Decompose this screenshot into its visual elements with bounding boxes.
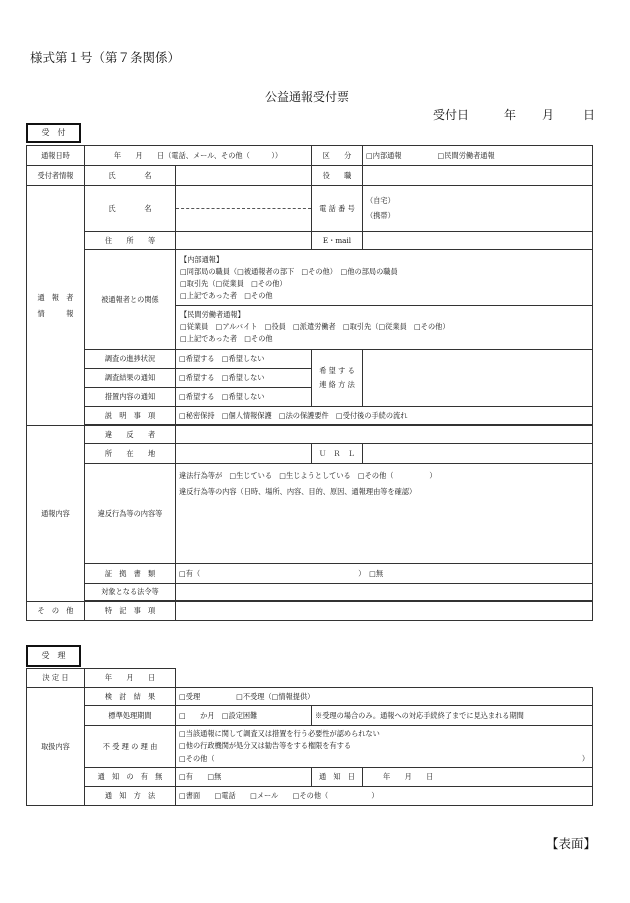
- label-contact-method: [312, 350, 363, 407]
- section-tag-juri-label: 受 理: [41, 651, 66, 660]
- reject-line1: □当該通報に関して調査又は措置を行う必要性が認められない: [179, 729, 380, 739]
- section-tag-juri: [26, 645, 81, 667]
- kubun-opt-private: 民間労働者通報: [444, 150, 495, 160]
- notice-method-options[interactable]: □書面 □電話 □メール □その他（ ）: [176, 787, 593, 806]
- page-title: 公益通報受付票: [265, 90, 350, 104]
- private-line2: □上記であった者 □その他: [180, 333, 273, 343]
- label-evidence: 証 拠 書 類: [85, 564, 176, 584]
- label-notify-datetime: 通報日時: [27, 146, 85, 166]
- contact-method-line1: 希 望 す る: [319, 365, 355, 375]
- acceptance-table: [26, 668, 593, 806]
- measure-options[interactable]: □希望する □希望しない: [176, 388, 312, 407]
- label-violation-content: 違反行為等の内容等: [85, 464, 176, 564]
- reception-table: [26, 145, 593, 621]
- label-result: 調査結果の通知: [85, 369, 176, 388]
- label-relation: 被通報者との関係: [85, 250, 176, 350]
- contact-method-line2: 連 絡 方 法: [319, 380, 355, 389]
- label-receiver-info: 受付者情報: [27, 166, 85, 186]
- receipt-day: 日: [583, 108, 596, 122]
- label-handling: 取扱内容: [27, 688, 85, 806]
- label-decision-date: 決 定 日: [27, 669, 85, 688]
- face-label: 【表面】: [546, 836, 597, 851]
- private-line1: □従業員 □アルバイト □役員 □派遣労働者 □取引先（□従業員 □その他）: [180, 321, 450, 331]
- violator-field[interactable]: [176, 426, 593, 444]
- section-tag-uketsuke: [26, 123, 81, 143]
- review-options[interactable]: □受理 □不受理（□情報提供）: [176, 688, 593, 706]
- explain-options[interactable]: □秘密保持 □個人情報保護 □法の保護要件 □受付後の手続の流れ: [176, 407, 593, 425]
- label-law: 対象となる法令等: [85, 584, 176, 601]
- label-location: 所 在 地: [85, 444, 176, 464]
- label-standard: 標準処理期間: [85, 706, 176, 726]
- standard-options[interactable]: □ か月 □設定困難: [176, 706, 312, 726]
- location-field[interactable]: [176, 444, 312, 464]
- label-reporter-name: 氏 名: [85, 186, 176, 232]
- label-progress: 調査の進捗状況: [85, 350, 176, 369]
- label-violator: 違 反 者: [85, 426, 176, 444]
- reject-line3: □その他（: [179, 753, 215, 763]
- label-phone: 電 話 番 号: [312, 186, 363, 232]
- phone-field[interactable]: [363, 186, 593, 232]
- violation-line1: 違法行為等が □生じている □生じようとしている □その他（ ）: [179, 471, 437, 480]
- label-notice-date: 通 知 日: [312, 768, 363, 787]
- kubun-options: [363, 146, 593, 166]
- reporter-info-line1: 通 報 者: [37, 292, 74, 302]
- label-notice-yn: 通 知 の 有 無: [85, 768, 176, 787]
- label-address: 住 所 等: [85, 232, 176, 250]
- reject-line2: □他の行政機関が処分又は勧告等をする権限を有する: [179, 741, 352, 751]
- label-kubun: 区 分: [312, 146, 363, 166]
- decision-blank: [176, 669, 593, 688]
- label-reject: 不 受 理 の 理 由: [85, 726, 176, 768]
- phone-mobile: （携帯）: [366, 210, 395, 220]
- relation-options: [176, 250, 593, 350]
- kubun-opt-internal: 内部通報: [372, 150, 402, 160]
- violation-content-field[interactable]: [176, 464, 593, 564]
- law-field[interactable]: [176, 584, 593, 601]
- progress-options[interactable]: □希望する □希望しない: [176, 350, 312, 369]
- label-content: 通報内容: [27, 426, 85, 602]
- reject-line3-end: ）: [581, 753, 590, 763]
- label-explain: 説 明 事 項: [85, 407, 176, 425]
- section-tag-uketsuke-label: 受 付: [41, 128, 66, 137]
- receipt-year: 年: [504, 108, 517, 122]
- receipt-date-label: 受付日: [433, 108, 470, 122]
- label-post: 役 職: [312, 166, 363, 186]
- label-review: 検 討 結 果: [85, 688, 176, 706]
- private-head: 【民間労働者通報】: [180, 309, 245, 319]
- label-notice-method: 通 知 方 法: [85, 787, 176, 806]
- notify-datetime-value: 年 月 日（電話、メール、その他（ ））: [85, 146, 312, 166]
- form-number: 様式第１号（第７条関係）: [30, 50, 181, 65]
- phone-home: （自宅）: [366, 196, 395, 206]
- label-reporter-info: [27, 186, 85, 426]
- notice-date-value[interactable]: 年 月 日: [363, 768, 593, 787]
- receiver-name-field[interactable]: [176, 166, 312, 186]
- email-field[interactable]: [363, 232, 593, 250]
- standard-note: ※受理の場合のみ。通報への対応手続終了までに見込まれる期間: [312, 706, 593, 726]
- label-receiver-name: 氏 名: [85, 166, 176, 186]
- decision-date-value[interactable]: 年 月 日: [85, 669, 176, 688]
- receipt-month: 月: [542, 108, 555, 122]
- reject-options[interactable]: [176, 726, 593, 768]
- evidence-options[interactable]: □有（ ） □無: [176, 564, 593, 584]
- address-field[interactable]: [176, 232, 312, 250]
- label-other: そ の 他: [27, 602, 85, 621]
- label-remarks: 特 記 事 項: [85, 602, 176, 621]
- contact-method-field[interactable]: [363, 350, 593, 407]
- post-field[interactable]: [363, 166, 593, 186]
- internal-line2: □取引先（□従業員 □その他）: [180, 279, 287, 289]
- violation-line2: 違反行為等の内容（日時、場所、内容、目的、原因、通報理由等を確認）: [179, 486, 417, 496]
- checkbox-internal[interactable]: [366, 151, 373, 160]
- internal-line1: □同部局の職員（□被通報者の部下 □その他） □他の部局の職員: [180, 267, 398, 277]
- url-field[interactable]: [363, 444, 593, 464]
- remarks-field[interactable]: [176, 602, 593, 621]
- reporter-name-field[interactable]: [176, 186, 312, 232]
- label-url: Ｕ Ｒ Ｌ: [312, 444, 363, 464]
- internal-line3: □上記であった者 □その他: [180, 291, 273, 301]
- result-options[interactable]: □希望する □希望しない: [176, 369, 312, 388]
- label-email: E・mail: [312, 232, 363, 250]
- notice-yn-options[interactable]: □有 □無: [176, 768, 312, 787]
- reporter-info-line2: 情 報: [37, 308, 74, 318]
- label-measure: 措置内容の通知: [85, 388, 176, 407]
- internal-head: 【内部通報】: [180, 255, 224, 265]
